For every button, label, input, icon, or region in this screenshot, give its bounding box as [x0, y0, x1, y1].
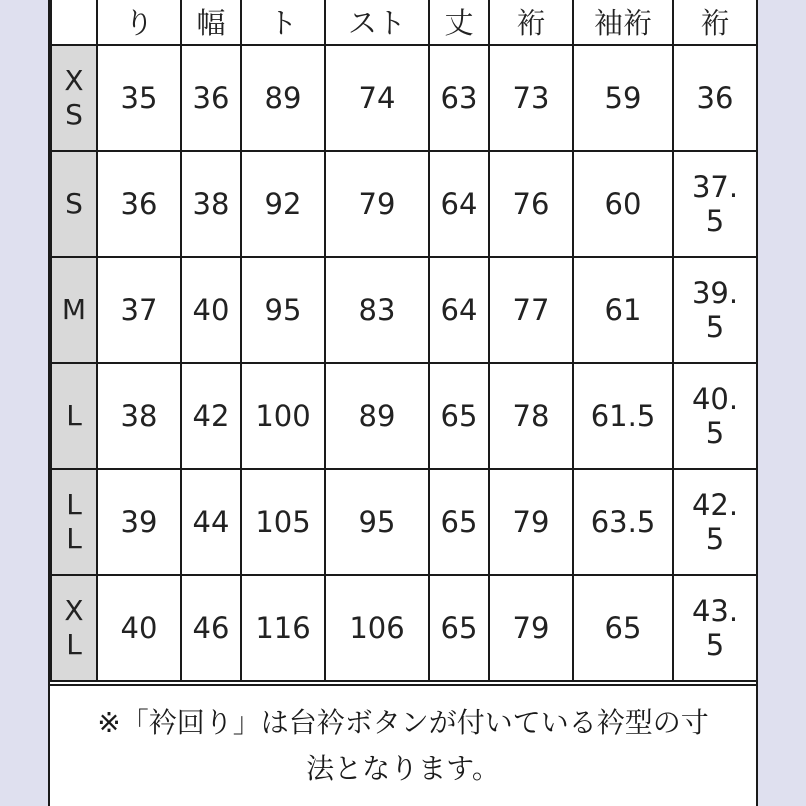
measurement-cell: 76	[489, 151, 573, 257]
measurement-cell: 100	[241, 363, 325, 469]
table-row	[51, 151, 757, 257]
measurement-cell: 44	[181, 469, 241, 575]
header-cell: 裄	[489, 0, 573, 45]
measurement-cell: 89	[325, 363, 429, 469]
measurement-cell: 39. 5	[673, 257, 757, 363]
header-corner	[51, 0, 97, 45]
measurement-cell: 61.5	[573, 363, 673, 469]
measurement-cell: 37. 5	[673, 151, 757, 257]
note-line: 法となります。	[306, 752, 500, 785]
measurement-cell: 74	[325, 45, 429, 151]
measurement-cell: 46	[181, 575, 241, 681]
measurement-cell: 61	[573, 257, 673, 363]
note-line: ※「衿回り」は台衿ボタンが付いている衿型の寸	[97, 706, 709, 739]
measurement-cell: 116	[241, 575, 325, 681]
measurement-cell: 40	[97, 575, 181, 681]
header-cell: スト	[325, 0, 429, 45]
measurement-cell: 36	[181, 45, 241, 151]
measurement-cell: 60	[573, 151, 673, 257]
header-cell: 袖裄	[573, 0, 673, 45]
header-cell: ト	[241, 0, 325, 45]
measurement-cell: 65	[573, 575, 673, 681]
measurement-cell: 79	[489, 575, 573, 681]
measurement-cell: 92	[241, 151, 325, 257]
measurement-cell: 73	[489, 45, 573, 151]
measurement-cell: 65	[429, 363, 489, 469]
header-cell: 幅	[181, 0, 241, 45]
measurement-cell: 38	[181, 151, 241, 257]
measurement-cell: 36	[97, 151, 181, 257]
measurement-cell: 64	[429, 151, 489, 257]
measurement-cell: 40	[181, 257, 241, 363]
measurement-cell: 43. 5	[673, 575, 757, 681]
table-row	[51, 363, 757, 469]
measurement-cell: 105	[241, 469, 325, 575]
size-label-cell: L	[51, 363, 97, 469]
measurement-cell: 37	[97, 257, 181, 363]
size-table	[50, 0, 758, 682]
measurement-cell: 89	[241, 45, 325, 151]
size-label-cell: X S	[51, 45, 97, 151]
measurement-cell: 63.5	[573, 469, 673, 575]
measurement-cell: 95	[241, 257, 325, 363]
table-row	[51, 469, 757, 575]
measurement-cell: 79	[325, 151, 429, 257]
measurement-cell: 39	[97, 469, 181, 575]
header-cell: 裄	[673, 0, 757, 45]
header-cell: 丈	[429, 0, 489, 45]
measurement-cell: 38	[97, 363, 181, 469]
measurement-cell: 40. 5	[673, 363, 757, 469]
measurement-cell: 42. 5	[673, 469, 757, 575]
measurement-cell: 79	[489, 469, 573, 575]
header-cell: り	[97, 0, 181, 45]
measurement-cell: 106	[325, 575, 429, 681]
measurement-cell: 83	[325, 257, 429, 363]
size-label-cell: L L	[51, 469, 97, 575]
size-label-cell: M	[51, 257, 97, 363]
measurement-cell: 59	[573, 45, 673, 151]
size-label-cell: S	[51, 151, 97, 257]
size-label-cell: X L	[51, 575, 97, 681]
measurement-cell: 78	[489, 363, 573, 469]
table-row	[51, 257, 757, 363]
measurement-cell: 36	[673, 45, 757, 151]
measurement-cell: 65	[429, 575, 489, 681]
table-header-row	[51, 0, 757, 45]
table-row	[51, 45, 757, 151]
measurement-cell: 42	[181, 363, 241, 469]
measurement-cell: 63	[429, 45, 489, 151]
measurement-cell: 35	[97, 45, 181, 151]
measurement-cell: 95	[325, 469, 429, 575]
measurement-cell: 64	[429, 257, 489, 363]
measurement-cell: 65	[429, 469, 489, 575]
measurement-cell: 77	[489, 257, 573, 363]
table-row	[51, 575, 757, 681]
size-chart-sheet	[48, 0, 758, 806]
collar-note	[50, 684, 756, 806]
